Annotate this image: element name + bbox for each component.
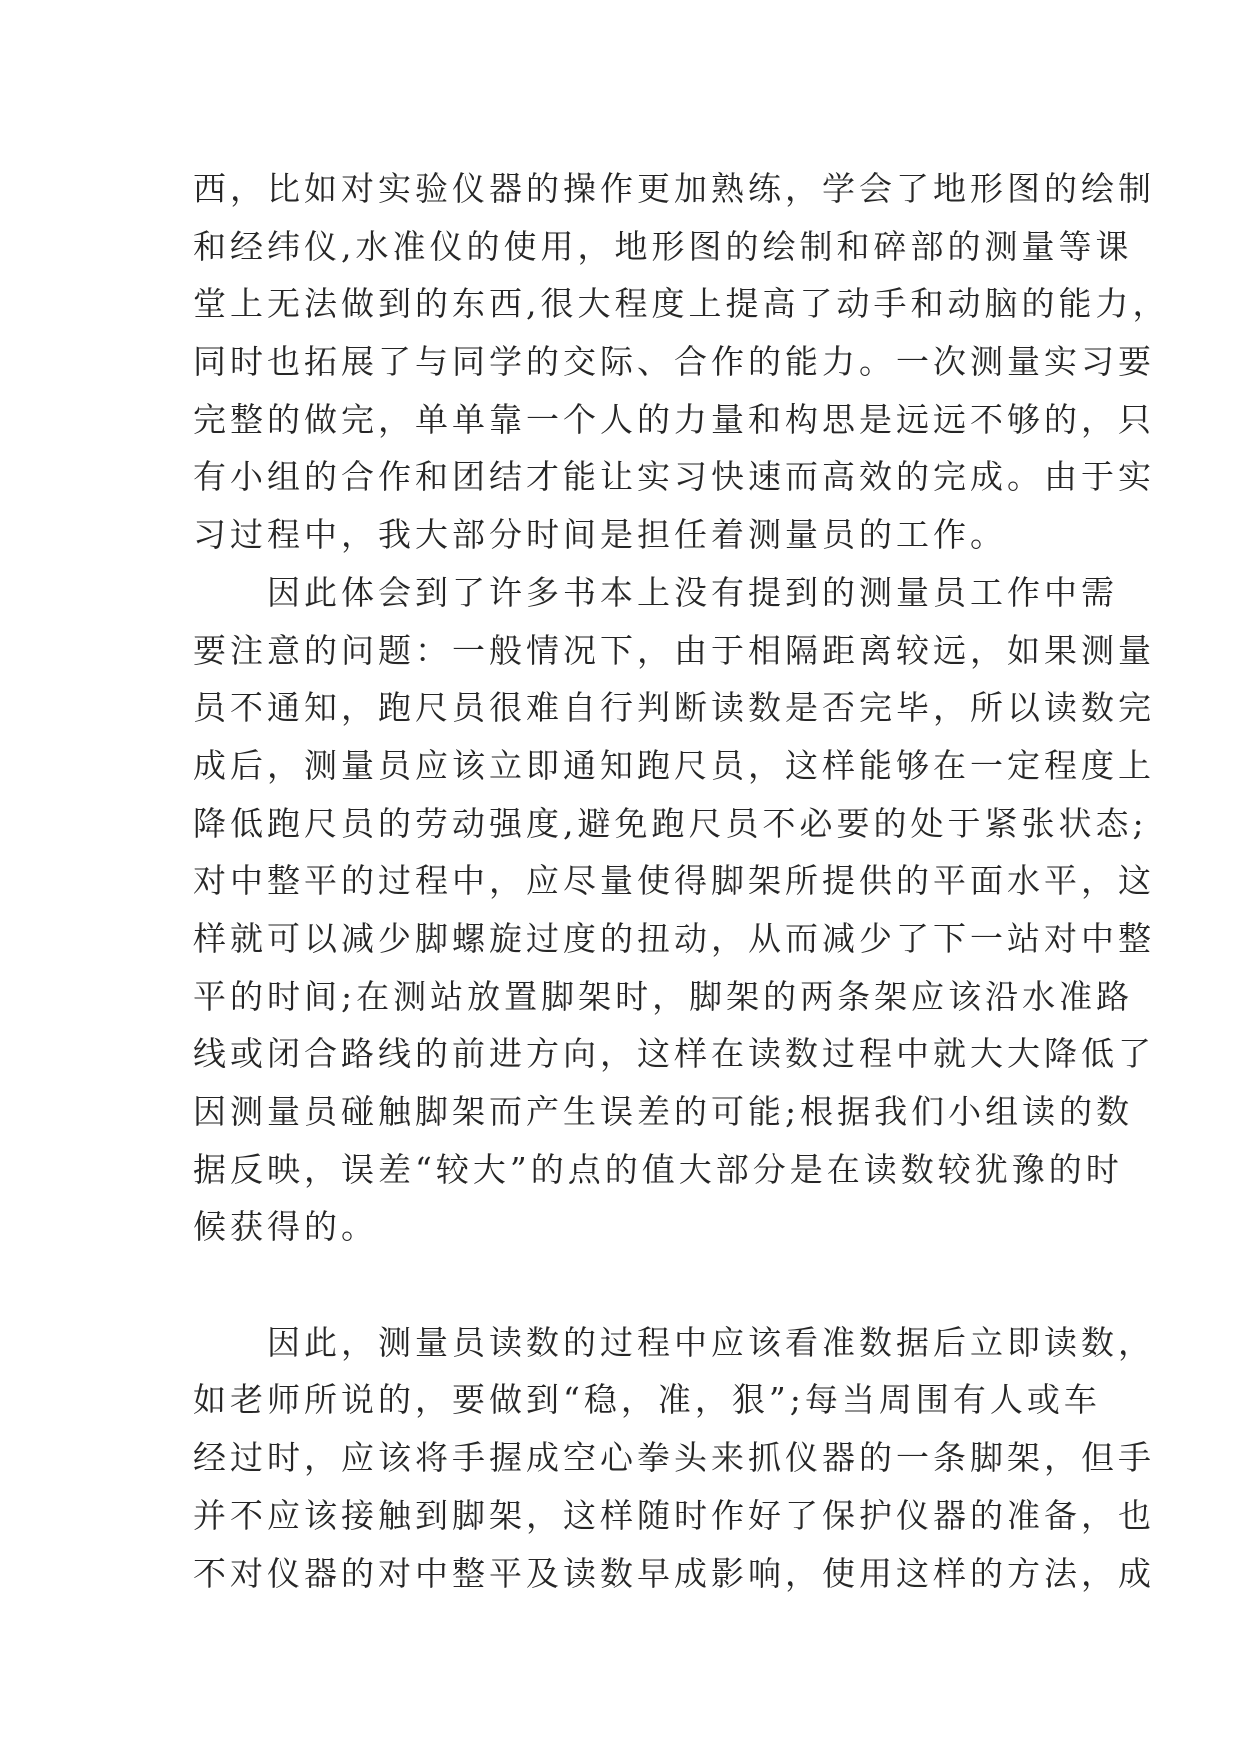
text-line: 堂上无法做到的东西,很大程度上提高了动手和动脑的能力， xyxy=(193,284,1170,324)
text-line: 同时也拓展了与同学的交际、合作的能力。一次测量实习要 xyxy=(193,342,1155,382)
text-line: 要注意的问题：一般情况下，由于相隔距离较远，如果测量 xyxy=(193,630,1155,670)
text-line: 据反映，误差“较大”的点的值大部分是在读数较犹豫的时 xyxy=(193,1149,1123,1189)
text-line xyxy=(193,1256,1093,1314)
text-line: 成后，测量员应该立即通知跑尺员，这样能够在一定程度上 xyxy=(193,745,1155,785)
paragraph-3 xyxy=(193,1314,1155,1602)
text-line: 平的时间;在测站放置脚架时，脚架的两条架应该沿水准路 xyxy=(193,976,1134,1016)
text-line: 样就可以减少脚螺旋过度的扭动，从而减少了下一站对中整 xyxy=(193,918,1155,958)
text-line: 候获得的。 xyxy=(193,1207,378,1247)
text-line: 习过程中，我大部分时间是担任着测量员的工作。 xyxy=(193,515,1007,555)
text-line: 经过时，应该将手握成空心拳头来抓仪器的一条脚架，但手 xyxy=(193,1438,1155,1478)
text-line: 和经纬仪,水准仪的使用，地形图的绘制和碎部的测量等课 xyxy=(193,226,1133,266)
text-line: 完整的做完，单单靠一个人的力量和构思是远远不够的，只 xyxy=(193,399,1155,439)
text-line: 有小组的合作和团结才能让实习快速而高效的完成。由于实 xyxy=(193,457,1155,497)
text-line: 因此体会到了许多书本上没有提到的测量员工作中需 xyxy=(193,572,1118,612)
text-line: 西，比如对实验仪器的操作更加熟练，学会了地形图的绘制 xyxy=(193,169,1155,208)
text-line: 不对仪器的对中整平及读数早成影响，使用这样的方法，成 xyxy=(193,1553,1155,1593)
text-line: 因此，测量员读数的过程中应该看准数据后立即读数， xyxy=(193,1322,1155,1362)
text-line: 降低跑尺员的劳动强度,避免跑尺员不必要的处于紧张状态; xyxy=(193,803,1148,843)
text-line: 线或闭合路线的前进方向，这样在读数过程中就大大降低了 xyxy=(193,1034,1155,1074)
text-line: 并不应该接触到脚架，这样随时作好了保护仪器的准备，也 xyxy=(193,1495,1155,1535)
text-line: 员不通知，跑尺员很难自行判断读数是否完毕，所以读数完 xyxy=(193,688,1155,728)
paragraph-1 xyxy=(193,160,1170,564)
text-line: 对中整平的过程中，应尽量使得脚架所提供的平面水平，这 xyxy=(193,861,1155,901)
text-line: 因测量员碰触脚架而产生误差的可能;根据我们小组读的数 xyxy=(193,1092,1134,1131)
paragraph-2 xyxy=(193,564,1155,1314)
body-text xyxy=(193,160,1170,1602)
text-line: 如老师所说的，要做到“稳，准，狠”;每当周围有人或车 xyxy=(193,1380,1101,1420)
